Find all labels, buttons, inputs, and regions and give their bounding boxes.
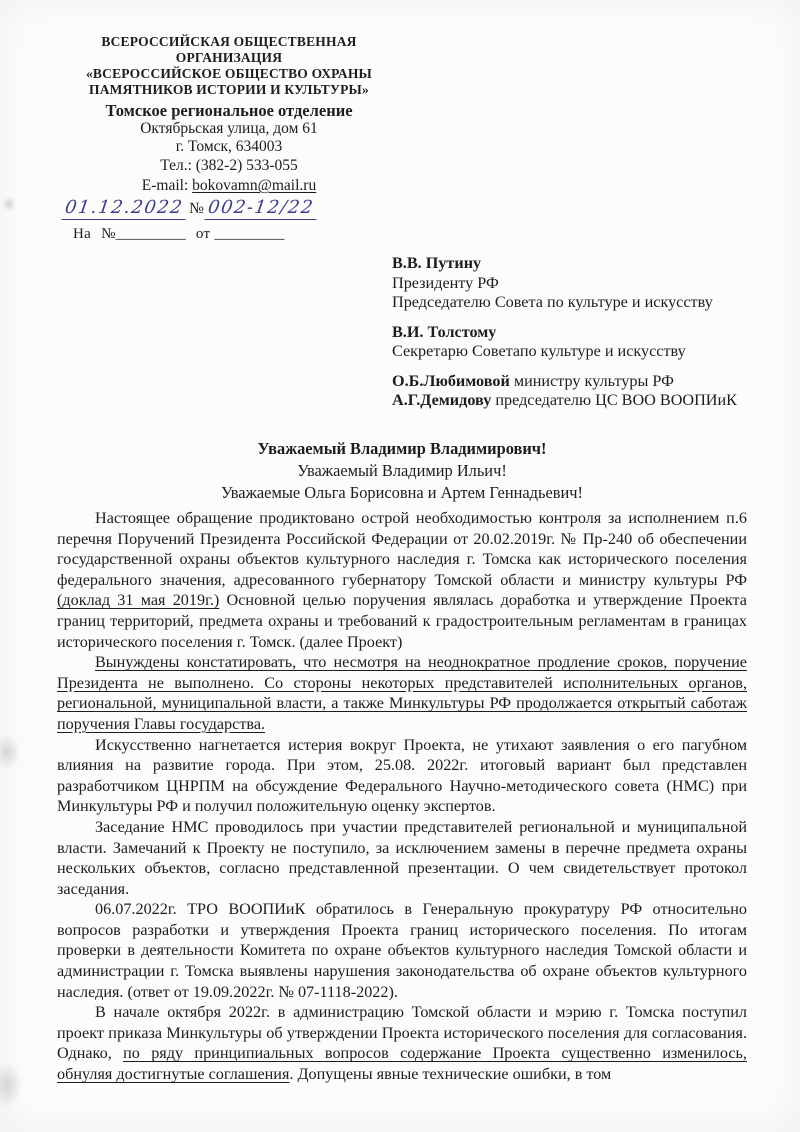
salutation-line-2: Уважаемый Владимир Ильич! <box>297 461 507 480</box>
addressee-name: А.Г.Демидову <box>392 391 492 409</box>
salutation-line-1: Уважаемый Владимир Владимирович! <box>257 439 547 458</box>
handwritten-outgoing-number: 002-12/22 <box>204 197 319 220</box>
addressee-line <box>392 372 782 392</box>
email-text: bokovamn@mail.ru <box>192 177 317 194</box>
letter-body <box>57 508 747 1085</box>
underlined-statement: Вынуждены констатировать, что несмотря на неоднократное продление сроков, поручение Президента не выполнено. Со стороны некоторых представителей исполнительных органов, региональной, муниципальной власти, а также Минкультуры РФ продолжается открытый саботаж поручения Главы государства. <box>57 653 747 733</box>
number-sign: № <box>189 200 204 217</box>
addressee-title: министру культуры РФ <box>509 371 674 390</box>
city-address: г. Томск, 634003 <box>175 138 283 155</box>
addressee-title: председателю ЦС ВОО ВООПИиК <box>491 391 737 409</box>
addressee-title: Секретарю Советапо культуре и искусству <box>392 342 686 360</box>
body-paragraph-4: Заседание НМС проводилось при участии представителей региональной и муниципальной власти. Замечаний к Проекту не поступило, за исключением замены в перечне предмета охраны нескольких объектов, согласно представленной презентации. О чем свидетельствует протокол заседания. <box>57 817 747 898</box>
handwritten-date: 01.12.2022 <box>61 197 188 220</box>
addressee-name: О.Б.Любимовой <box>392 371 510 390</box>
ref-number-sign: № <box>101 226 116 242</box>
email-label: E-mail: <box>141 177 193 194</box>
email-line <box>55 176 403 196</box>
scan-artifact <box>0 1062 22 1108</box>
ref-blank-date: _________ <box>214 226 285 242</box>
body-paragraph-1: Настоящее обращение продиктовано острой необходимостью контроля за исполнением п.6 перечня Поручений Президента Российской Федерации от 20.02.2019г. № Пр-240 об обеспечении государственной охраны объектов культурного наследия г. Томска как исторического поселения федерального значения, адресованного губернатору Томской области и министру культуры РФ (доклад 31 мая 2019г.) Основной целью поручения являлась доработка и утверждение Проекта границ территорий, предмета охраны и требований к градостроительным регламентам в границах исторического поселения г. Томск. (далее Проект) <box>57 509 747 651</box>
letterhead <box>55 34 403 243</box>
underlined-changes: по ряду принципиальных вопросов содержание Проекта существенно изменилось, обнуляя достигнутые соглашения <box>57 1044 747 1084</box>
org-name-line-3: «ВСЕРОССИЙСКОЕ ОБЩЕСТВО ОХРАНЫ <box>85 66 373 81</box>
body-paragraph-2 <box>57 652 747 734</box>
ref-from-label: от <box>195 226 211 242</box>
branch-name: Томское региональное отделение <box>105 101 353 120</box>
ref-prefix: На <box>73 226 92 242</box>
org-name-line-2: ОРГАНИЗАЦИЯ <box>175 50 283 65</box>
street-address: Октябрьская улица, дом 61 <box>140 120 318 137</box>
phone-number: Тел.: (382-2) 533-055 <box>160 157 298 174</box>
body-paragraph-3: Искусственно нагнетается истерия вокруг Проекта, не утихают заявления о его пагубном влияния на развитие города. При этом, 25.08. 2022г. итоговый вариант был представлен разработчиком ЦНРПМ на обсуждение Федерального Научно-методического совета (НМС) при Минкультуры РФ и получил положительную оценку экспертов. <box>57 735 747 816</box>
registration-line <box>55 197 403 223</box>
scan-artifact <box>0 735 20 769</box>
ref-blank-number: _________ <box>115 226 186 242</box>
reference-line <box>55 226 403 243</box>
addressee-title: Председателю Совета по культуре и искусству <box>392 293 713 311</box>
org-name-line-1: ВСЕРОССИЙСКАЯ ОБЩЕСТВЕННАЯ <box>101 34 357 49</box>
addressee-tolstoy <box>392 323 782 362</box>
addressee-name: В.В. Путину <box>392 254 482 272</box>
body-paragraph-6: В начале октября 2022г. в администрацию Томской области и мэрию г. Томска поступил проект приказа Минкультуры об утверждении Проекта исторического поселения для согласования. Однако, по ряду принципиальных вопросов содержание Проекта существенно изменилось, обнуляя достигнутые соглашения. Допущены явные технические ошибки, в том <box>57 1003 747 1084</box>
underlined-report-date: (доклад 31 мая 2019г.) <box>57 591 220 610</box>
addressee-title: Президенту РФ <box>392 273 499 292</box>
addressee-block <box>392 254 782 421</box>
salutation-block <box>57 438 747 504</box>
scan-artifact <box>2 196 16 212</box>
addressee-putin <box>392 254 782 313</box>
addressee-lyubimova-demidov <box>392 372 782 411</box>
addressee-line <box>392 391 782 411</box>
body-paragraph-5: 06.07.2022г. ТРО ВООПИиК обратилось в Генеральную прокуратуру РФ относительно вопросов разработки и утверждения Проекта границ исторического поселения. По итогам проверки в деятельности Комитета по охране объектов культурного наследия Томской области и администрации г. Томска выявлены нарушения законодательства об охране объектов культурного наследия. (ответ от 19.09.2022г. № 07-1118-2022). <box>57 900 747 1001</box>
addressee-name: В.И. Толстому <box>392 322 497 341</box>
salutation-line-3: Уважаемые Ольга Борисовна и Артем Геннадьевич! <box>221 483 583 502</box>
org-name-line-4: ПАМЯТНИКОВ ИСТОРИИ И КУЛЬТУРЫ» <box>89 82 369 97</box>
